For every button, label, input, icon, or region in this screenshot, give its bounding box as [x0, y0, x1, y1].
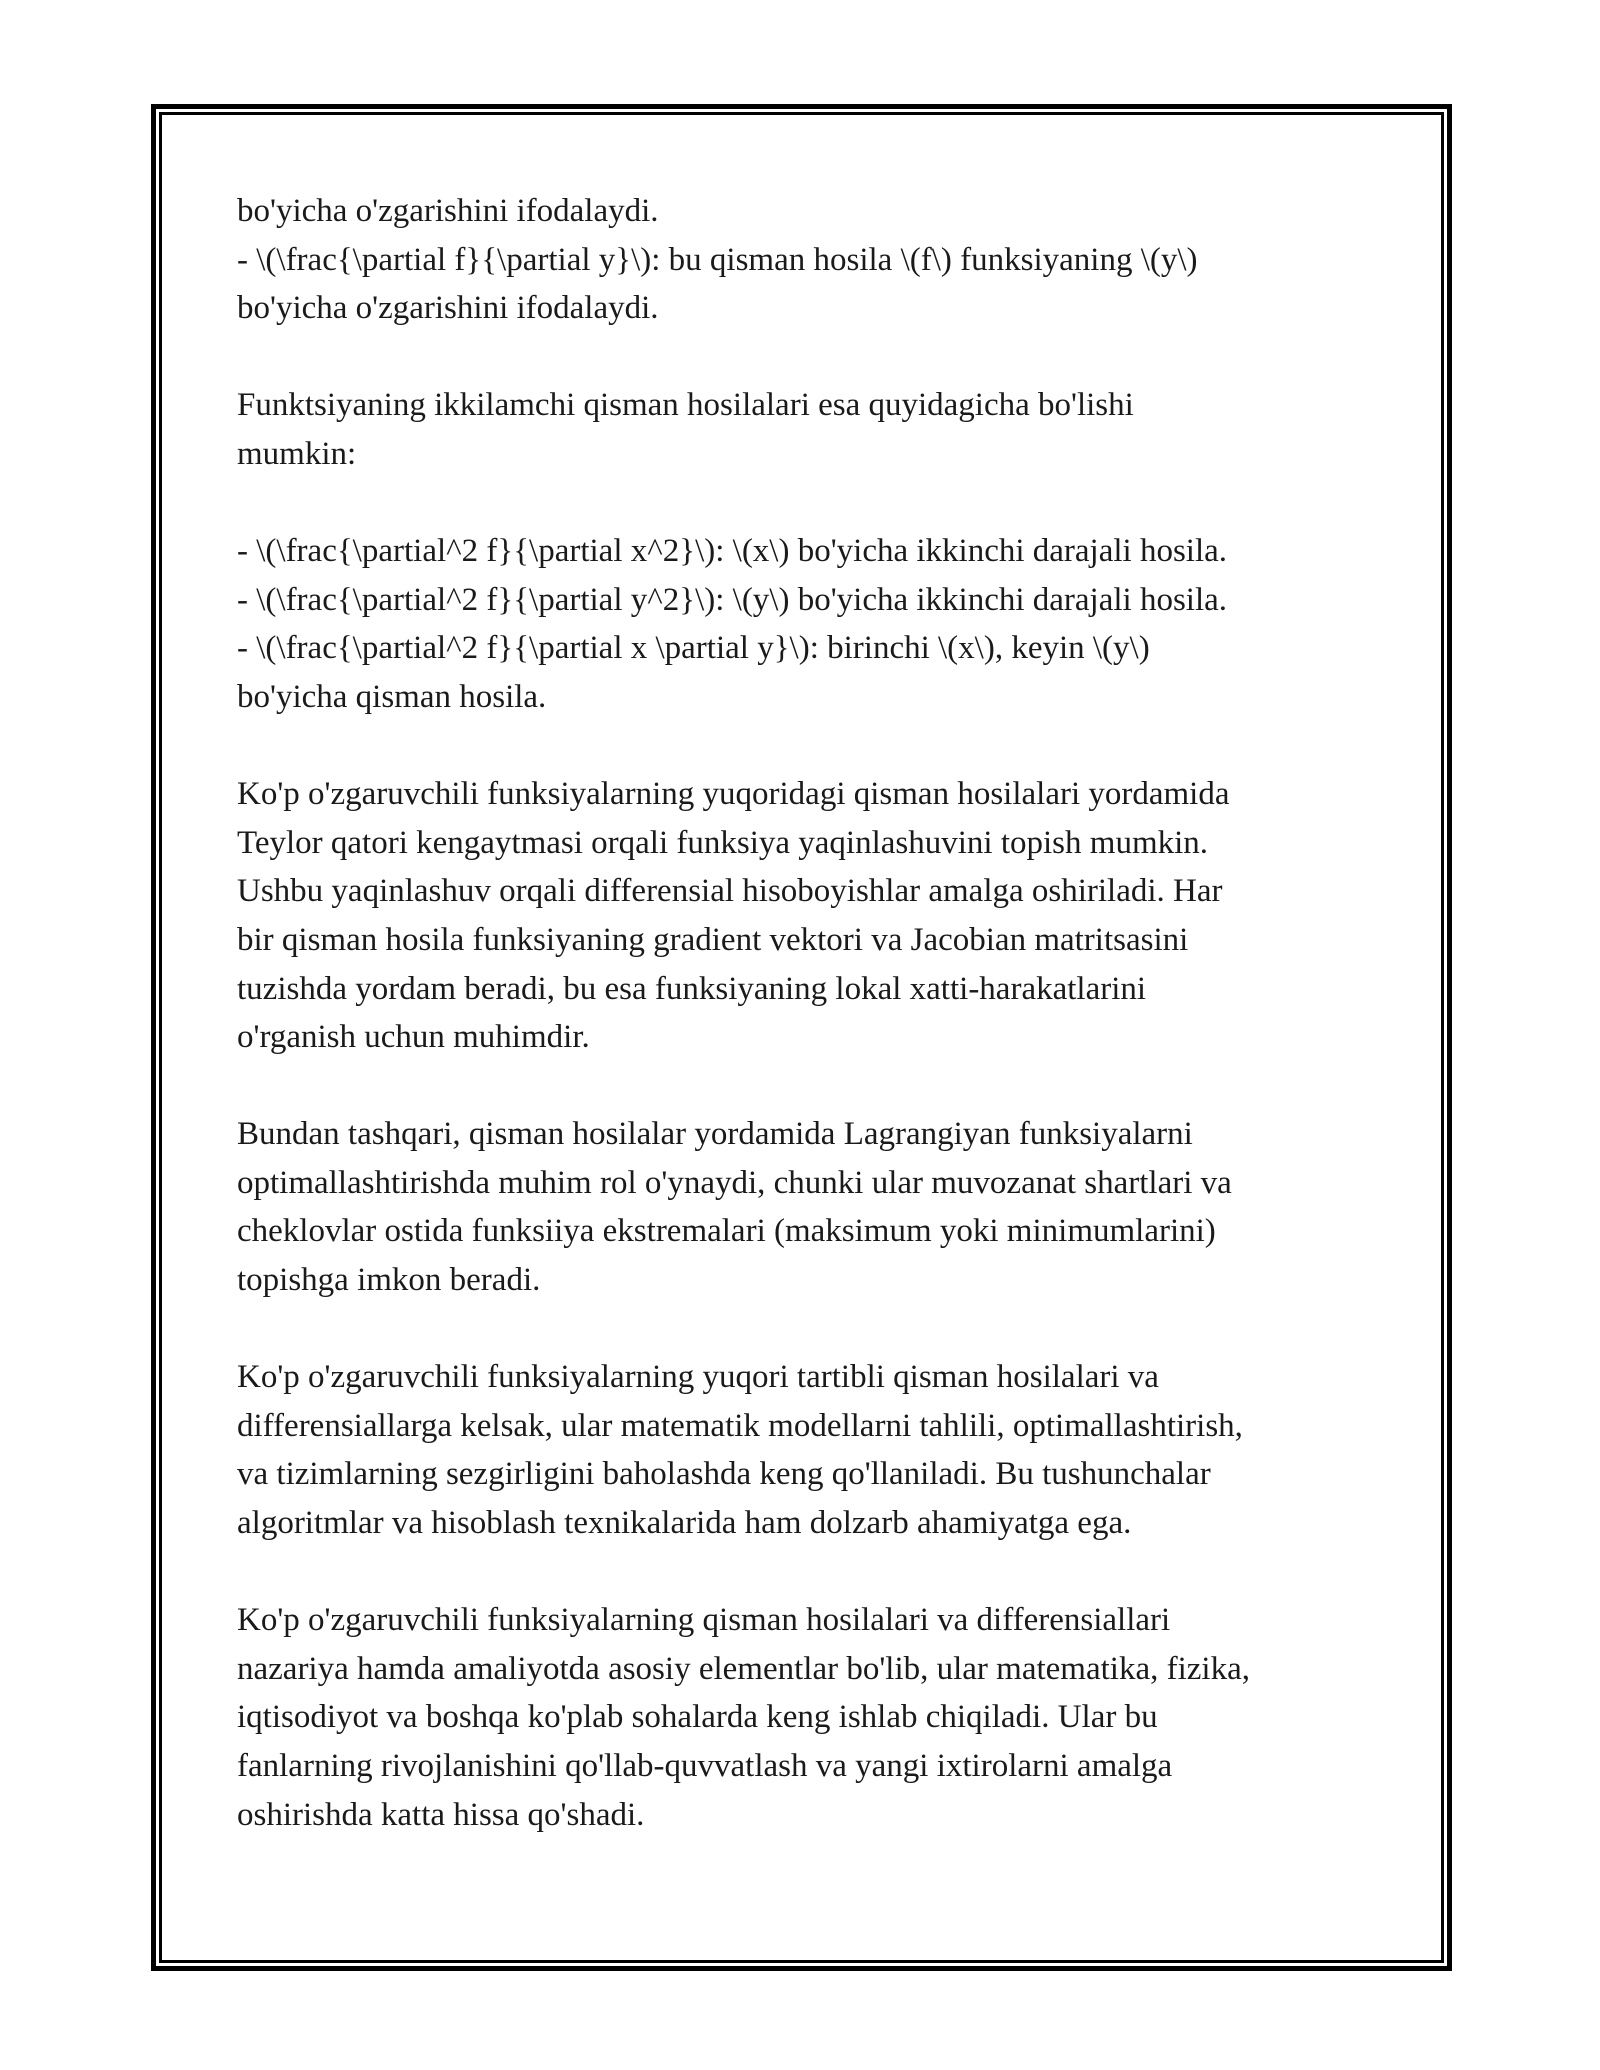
- text-line: oshirishda katta hissa qo'shadi.: [237, 1796, 645, 1833]
- list-item: - \(\frac{\partial^2 f}{\partial x \partial y}\): birinchi \(x\), keyin \(y\): [237, 630, 1150, 667]
- text-line: differensiallarga kelsak, ular matematik modellarni tahlili, optimallashtirish,: [237, 1407, 1243, 1444]
- text-line: Ko'p o'zgaruvchili funksiyalarning qisman hosilalari va differensiallari: [237, 1602, 1171, 1639]
- text-line: bir qisman hosila funksiyaning gradient vektori va Jacobian matritsasini: [237, 921, 1189, 958]
- text-line: bo'yicha o'zgarishini ifodalaydi.: [237, 193, 659, 229]
- text-line: o'rganish uchun muhimdir.: [237, 1019, 590, 1056]
- text-line: nazariya hamda amaliyotda asosiy elementlar bo'lib, ular matematika, fizika,: [237, 1650, 1250, 1687]
- text-line: bo'yicha qisman hosila.: [237, 678, 547, 715]
- paragraph-taylor-series: [237, 770, 1387, 1062]
- paragraph-conclusion: [237, 1596, 1387, 1839]
- paragraph-lagrangian: [237, 1110, 1387, 1304]
- text-line: iqtisodiyot va boshqa ko'plab sohalarda keng ishlab chiqiladi. Ular bu: [237, 1699, 1158, 1736]
- paragraph-partial-y-definition: [237, 187, 1387, 333]
- text-line: Bundan tashqari, qisman hosilalar yordamida Lagrangiyan funksiyalarni: [237, 1116, 1193, 1153]
- paragraph-higher-order: [237, 1353, 1387, 1547]
- text-line: Ko'p o'zgaruvchili funksiyalarning yuqori tartibli qisman hosilalari va: [237, 1359, 1159, 1396]
- text-line: - \(\frac{\partial f}{\partial y}\): bu qisman hosila \(f\) funksiyaning \(y\): [237, 241, 1198, 278]
- text-line: va tizimlarning sezgirligini baholashda keng qo'llaniladi. Bu tushunchalar: [237, 1456, 1211, 1493]
- text-line: Funktsiyaning ikkilamchi qisman hosilalari esa quyidagicha bo'lishi: [237, 387, 1134, 424]
- text-line: algoritmlar va hisoblash texnikalarida ham dolzarb ahamiyatga ega.: [237, 1505, 1132, 1542]
- text-line: topishga imkon beradi.: [237, 1262, 541, 1299]
- text-line: mumkin:: [237, 435, 357, 472]
- document-body: [237, 187, 1387, 1888]
- text-line: optimallashtirishda muhim rol o'ynaydi, chunki ular muvozanat shartlari va: [237, 1164, 1232, 1201]
- list-item: - \(\frac{\partial^2 f}{\partial y^2}\): \(y\) bo'yicha ikkinchi darajali hosila.: [237, 581, 1228, 618]
- text-line: fanlarning rivojlanishini qo'llab-quvvatlash va yangi ixtirolarni amalga: [237, 1748, 1173, 1784]
- paragraph-second-order-intro: [237, 381, 1387, 478]
- text-line: Teylor qatori kengaytmasi orqali funksiya yaqinlashuvini topish mumkin.: [237, 824, 1209, 861]
- text-line: tuzishda yordam beradi, bu esa funksiyaning lokal xatti-harakatlarini: [237, 970, 1147, 1007]
- text-line: Ko'p o'zgaruvchili funksiyalarning yuqoridagi qisman hosilalari yordamida: [237, 776, 1230, 813]
- text-line: Ushbu yaqinlashuv orqali differensial hisoboyishlar amalga oshiriladi. Har: [237, 873, 1223, 910]
- text-line: cheklovlar ostida funksiiya ekstremalari (maksimum yoki minimumlarini): [237, 1213, 1216, 1250]
- text-line: bo'yicha o'zgarishini ifodalaydi.: [237, 290, 659, 327]
- paragraph-second-order-list: [237, 527, 1387, 721]
- list-item: - \(\frac{\partial^2 f}{\partial x^2}\): \(x\) bo'yicha ikkinchi darajali hosila.: [237, 533, 1228, 570]
